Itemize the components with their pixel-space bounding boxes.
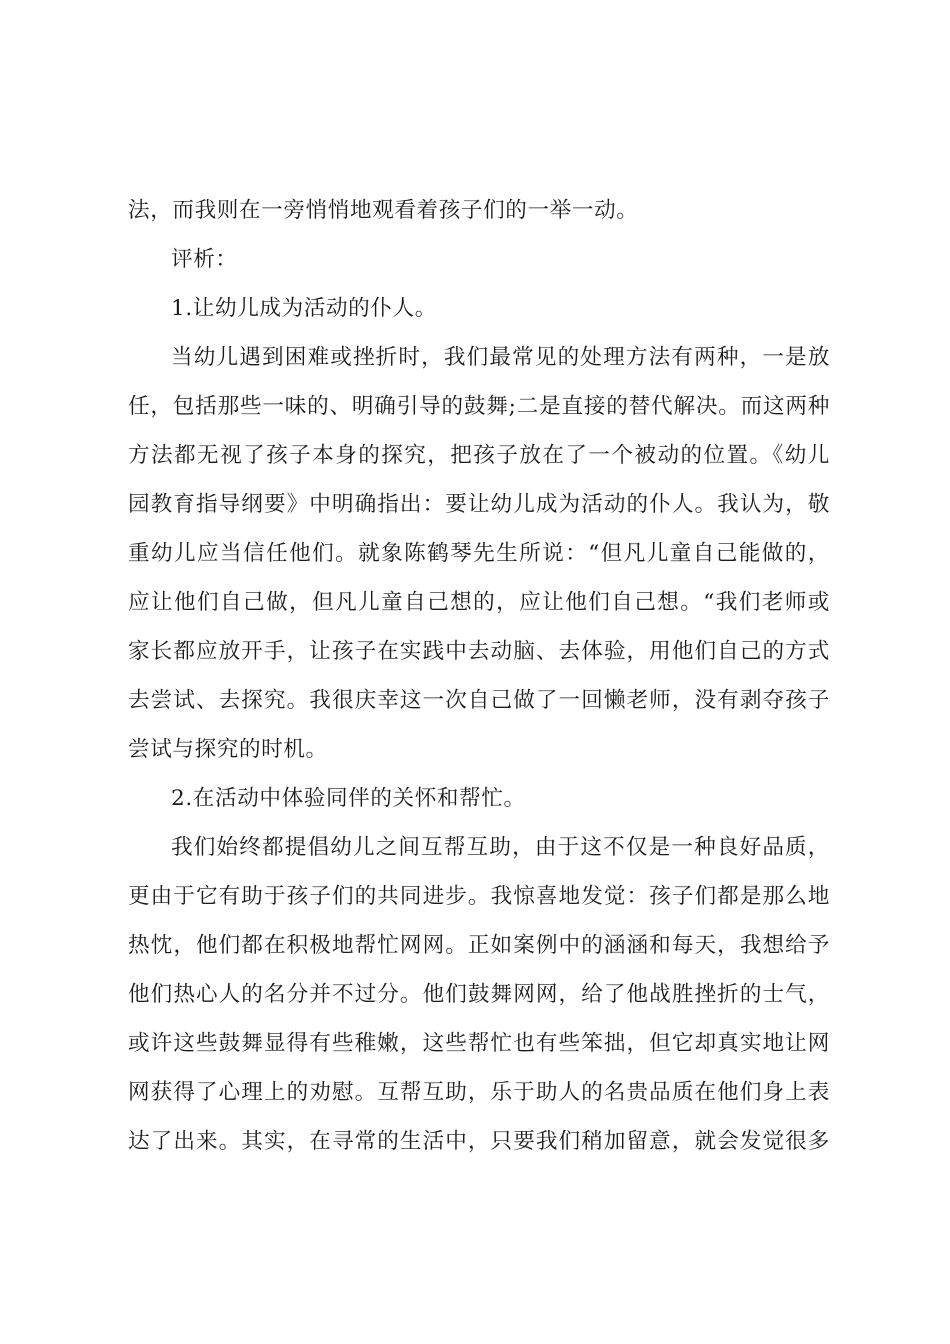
section-heading-analysis: 评析： <box>171 247 238 272</box>
paragraph-line: 网获得了心理上的劝慰。互帮互助，乐于助人的名贵品质在他们身上表 <box>128 1080 830 1105</box>
point-heading-1: 1.让幼儿成为活动的仆人。 <box>171 296 437 321</box>
paragraph-line: 我们始终都提倡幼儿之间互帮互助，由于这不仅是一种良好品质， <box>171 835 830 860</box>
paragraph-line: 他们热心人的名分并不过分。他们鼓舞网网，给了他战胜挫折的士气， <box>128 982 830 1007</box>
paragraph-line: 园教育指导纲要》中明确指出：要让幼儿成为活动的仆人。我认为，敬 <box>128 492 830 517</box>
paragraph-line: 重幼儿应当信任他们。就象陈鹤琴先生所说：“但凡儿童自己能做的， <box>128 541 830 566</box>
paragraph-line: 当幼儿遇到困难或挫折时，我们最常见的处理方法有两种，一是放 <box>171 345 830 370</box>
paragraph-line: 达了出来。其实，在寻常的生活中，只要我们稍加留意，就会发觉很多 <box>128 1129 830 1154</box>
paragraph-line: 尝试与探究的时机。 <box>128 737 328 762</box>
paragraph-line: 去尝试、去探究。我很庆幸这一次自己做了一回懒老师，没有剥夺孩子 <box>128 688 830 713</box>
paragraph-line: 法，而我则在一旁悄悄地观看着孩子们的一举一动。 <box>128 198 639 223</box>
paragraph-line: 更由于它有助于孩子们的共同进步。我惊喜地发觉：孩子们都是那么地 <box>128 884 830 909</box>
body-text <box>128 186 830 1166</box>
paragraph-line: 应让他们自己做，但凡儿童自己想的，应让他们自己想。“我们老师或 <box>128 590 830 615</box>
point-heading-2: 2.在活动中体验同伴的关怀和帮忙。 <box>171 786 526 811</box>
paragraph-line: 家长都应放开手，让孩子在实践中去动脑、去体验，用他们自己的方式 <box>128 639 830 664</box>
paragraph-line: 或许这些鼓舞显得有些稚嫩，这些帮忙也有些笨拙，但它却真实地让网 <box>128 1031 830 1056</box>
paragraph-line: 任，包括那些一味的、明确引导的鼓舞;二是直接的替代解决。而这两种 <box>128 394 830 419</box>
paragraph-line: 方法都无视了孩子本身的探究，把孩子放在了一个被动的位置。《幼儿 <box>128 443 830 468</box>
paragraph-line: 热忱，他们都在积极地帮忙网网。正如案例中的涵涵和每天，我想给予 <box>128 933 830 958</box>
